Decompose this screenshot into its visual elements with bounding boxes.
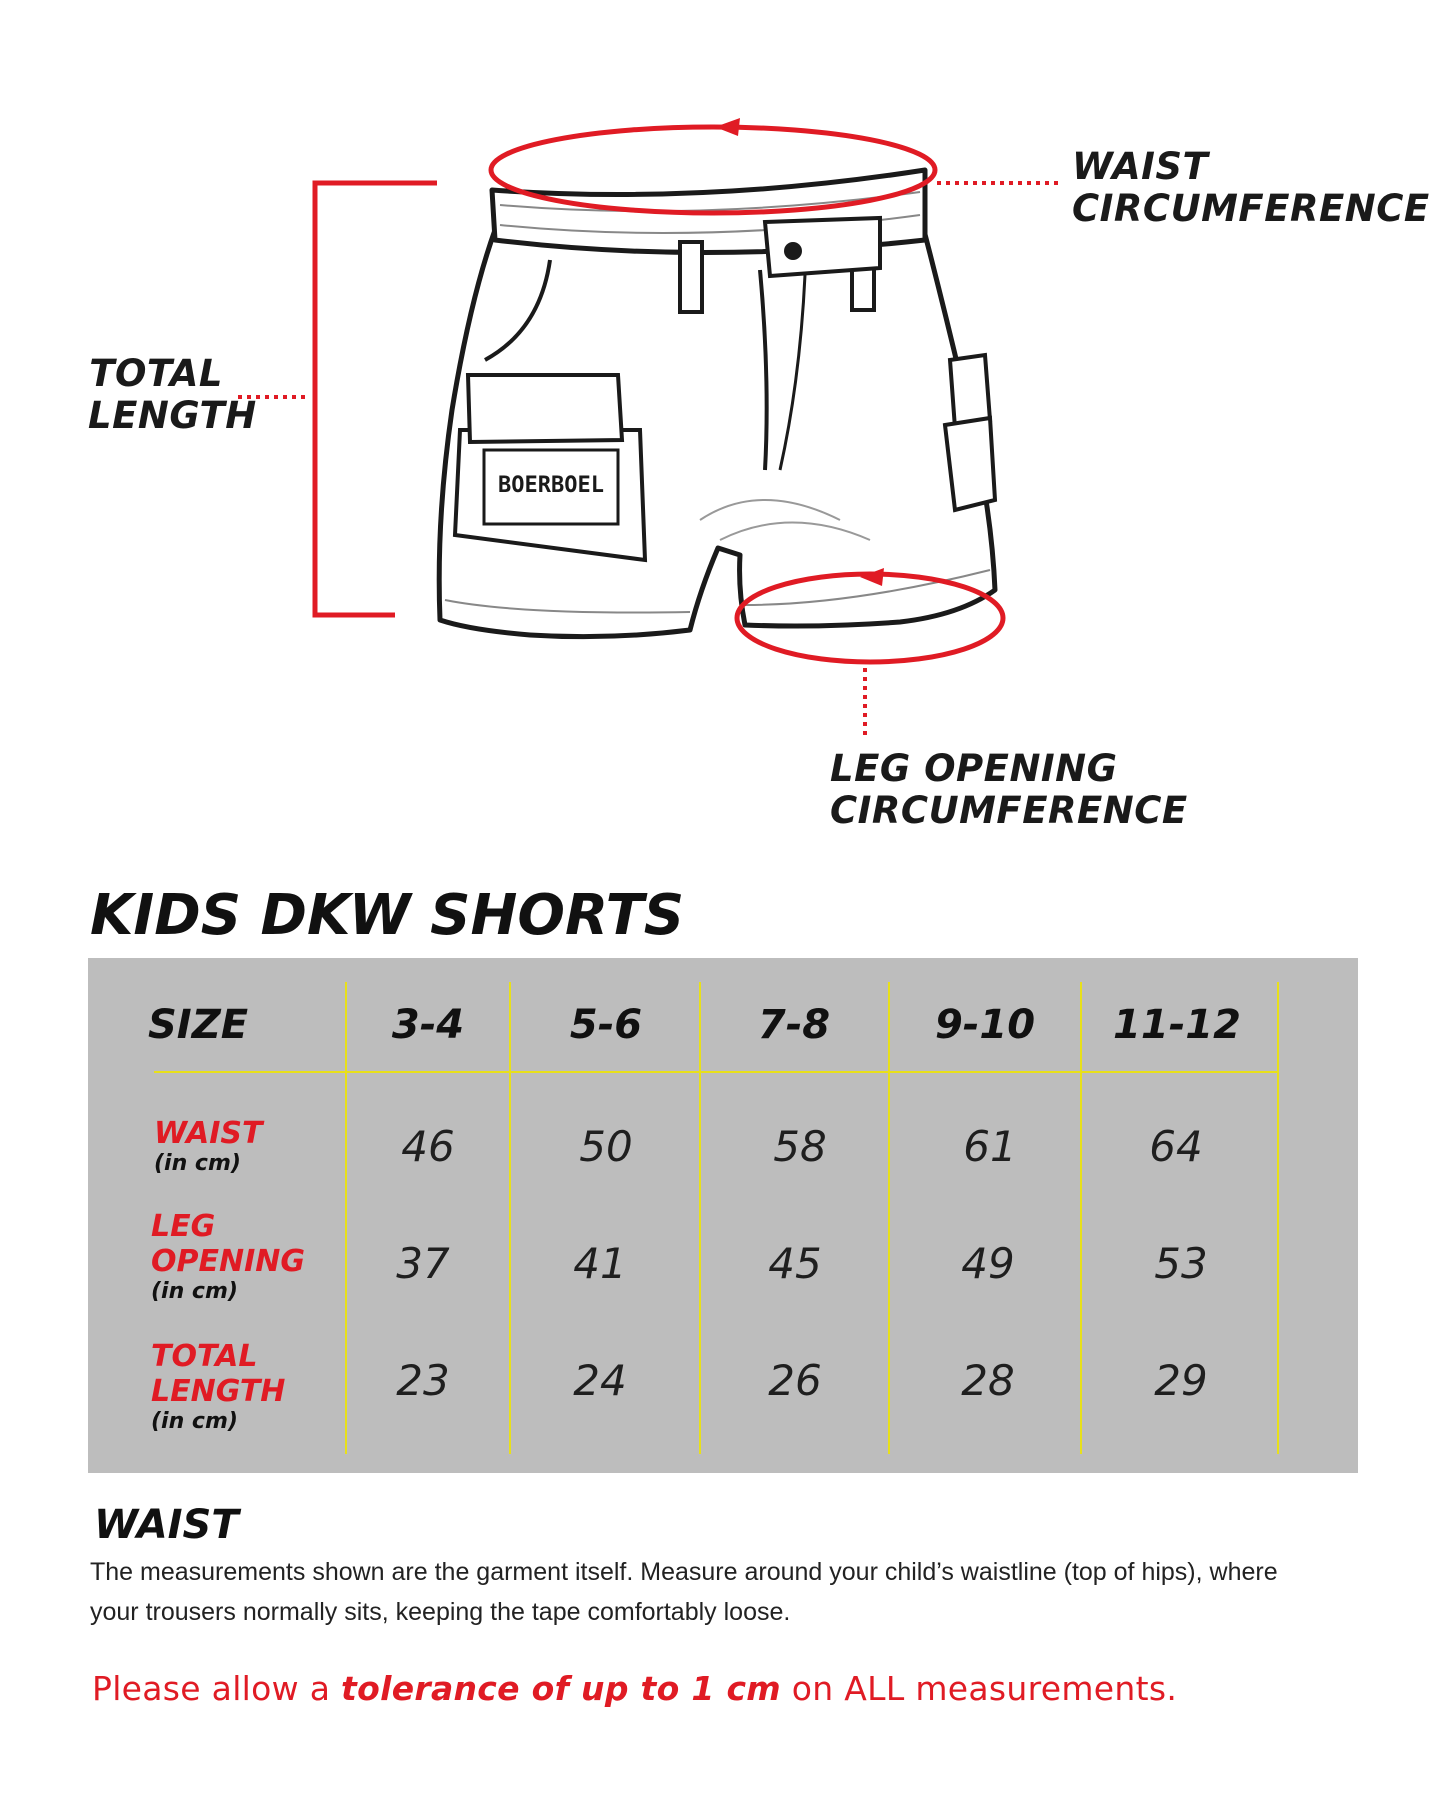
tolerance-emphasis: tolerance of up to 1 cm — [341, 1669, 781, 1708]
cell-waist-11-12: 64 — [1149, 1122, 1203, 1171]
waist-callout — [1072, 146, 1430, 230]
size-11-12: 11-12 — [1113, 1002, 1241, 1048]
row-label-leg-opening — [151, 1209, 305, 1305]
note-heading: WAIST — [94, 1502, 239, 1548]
size-9-10: 9-10 — [934, 1002, 1036, 1048]
unit-label: (in cm) — [151, 1409, 238, 1434]
pocket-label: BOERBOEL — [498, 473, 604, 498]
cell-leg-9-10: 49 — [961, 1239, 1015, 1288]
row-label-total-length — [151, 1339, 285, 1435]
size-table — [88, 958, 1358, 1473]
button-icon — [784, 242, 802, 260]
cell-waist-7-8: 58 — [773, 1122, 827, 1171]
cell-length-5-6: 24 — [573, 1356, 627, 1405]
row-label-length-line2: LENGTH — [151, 1374, 286, 1409]
cell-leg-11-12: 53 — [1154, 1239, 1208, 1288]
cell-waist-5-6: 50 — [579, 1122, 633, 1171]
page-title: KIDS DKW SHORTS — [90, 883, 685, 948]
row-label-waist-text: WAIST — [154, 1116, 263, 1151]
size-5-6: 5-6 — [569, 1002, 643, 1048]
waist-arrow-icon — [715, 118, 740, 136]
waist-callout-line1: WAIST — [1072, 145, 1209, 188]
leg-callout — [830, 748, 1188, 832]
cell-length-3-4: 23 — [396, 1356, 450, 1405]
size-3-4: 3-4 — [391, 1002, 465, 1048]
cell-leg-3-4: 37 — [396, 1239, 450, 1288]
leg-callout-line1: LEG OPENING — [830, 747, 1118, 790]
side-pocket — [945, 355, 995, 510]
row-label-leg-line1: LEG — [151, 1209, 216, 1244]
leg-callout-line2: CIRCUMFERENCE — [830, 789, 1188, 832]
note-text: The measurements shown are the garment itself. Measure around your child’s waistline (top of hips), where your trousers normally sits, keeping the tape comfortably loose. — [90, 1558, 1278, 1626]
waist-callout-line2: CIRCUMFERENCE — [1072, 187, 1430, 230]
unit-label: (in cm) — [151, 1279, 238, 1304]
tolerance-prefix: Please allow a — [92, 1669, 331, 1708]
cell-length-11-12: 29 — [1154, 1356, 1208, 1405]
row-label-length-line1: TOTAL — [151, 1339, 258, 1374]
row-label-waist — [154, 1116, 262, 1177]
size-7-8: 7-8 — [757, 1002, 831, 1048]
length-callout — [88, 352, 257, 437]
cell-waist-9-10: 61 — [963, 1122, 1017, 1171]
cell-leg-7-8: 45 — [768, 1239, 822, 1288]
cell-leg-5-6: 41 — [573, 1239, 627, 1288]
tolerance-note — [92, 1668, 1177, 1710]
length-callout-line1: TOTAL — [89, 352, 223, 395]
cell-length-7-8: 26 — [768, 1356, 822, 1405]
length-bracket — [315, 183, 437, 615]
cell-waist-3-4: 46 — [401, 1122, 455, 1171]
tolerance-suffix: on ALL measurements. — [791, 1669, 1178, 1708]
row-label-leg-line2: OPENING — [151, 1244, 305, 1279]
size-header: SIZE — [148, 1002, 249, 1048]
length-callout-line2: LENGTH — [88, 394, 257, 437]
cell-length-9-10: 28 — [961, 1356, 1015, 1405]
unit-label: (in cm) — [154, 1151, 241, 1176]
